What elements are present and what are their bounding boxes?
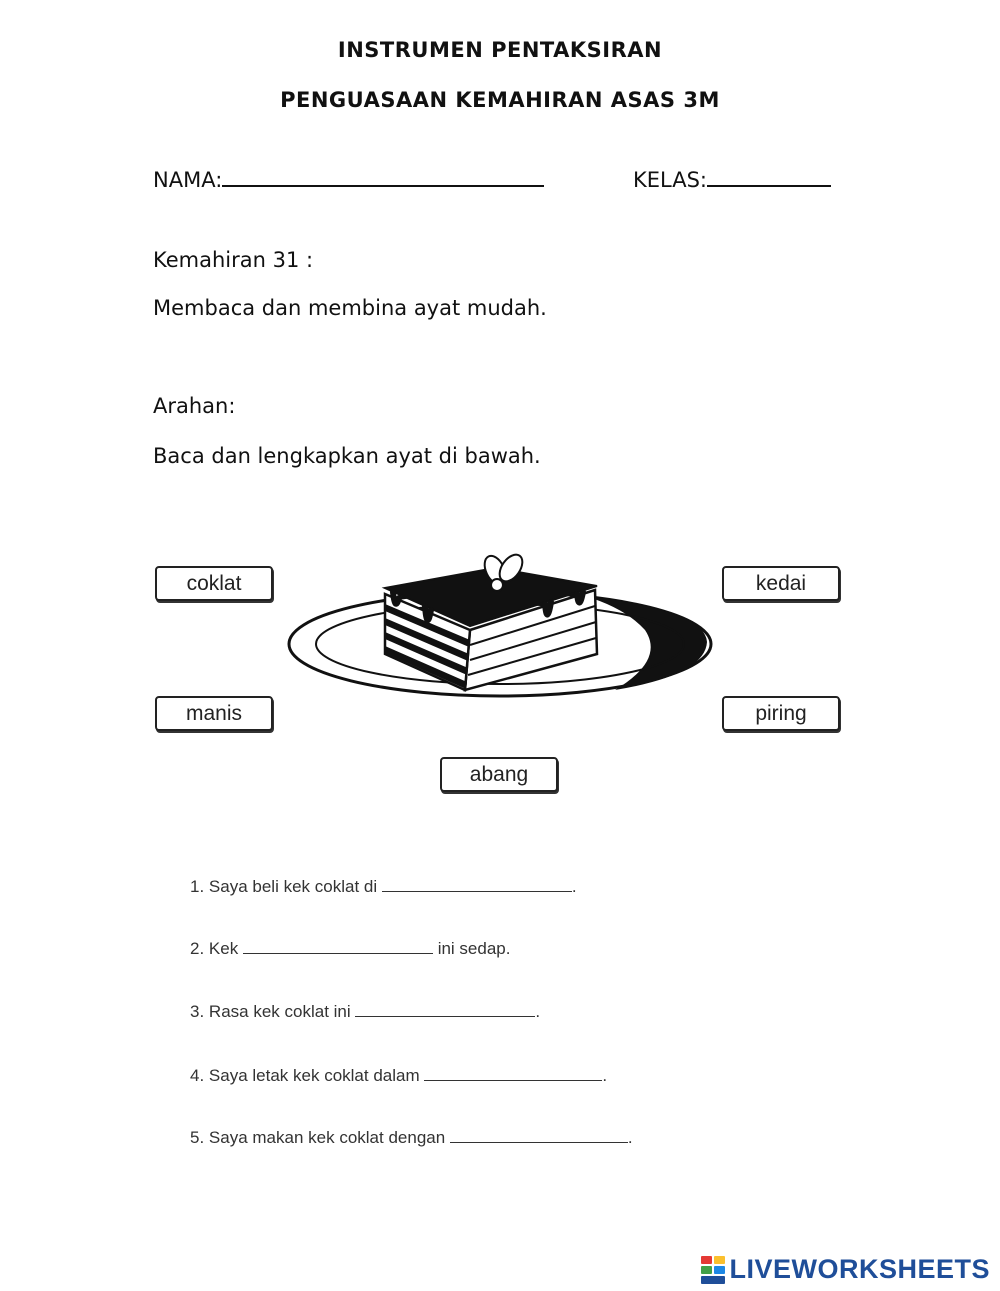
worksheet-subtitle: PENGUASAAN KEMAHIRAN ASAS 3M (280, 88, 720, 112)
answer-blank-5[interactable] (450, 1128, 628, 1143)
instruction-text: Baca dan lengkapkan ayat di bawah. (153, 444, 541, 468)
word-card-manis[interactable]: manis (155, 696, 273, 731)
liveworksheets-logo[interactable] (701, 1254, 990, 1285)
answer-blank-1[interactable] (382, 877, 572, 892)
word-card-kedai[interactable]: kedai (722, 566, 840, 601)
answer-blank-3[interactable] (355, 1002, 535, 1017)
logo-text: LIVEWORKSHEETS (729, 1254, 990, 1284)
worksheet-title: INSTRUMEN PENTAKSIRAN (337, 38, 663, 62)
liveworksheets-logo-icon (701, 1256, 725, 1284)
word-card-abang[interactable]: abang (440, 757, 558, 792)
word-card-piring[interactable]: piring (722, 696, 840, 731)
skill-label: Kemahiran 31 : (153, 248, 314, 272)
skill-description: Membaca dan membina ayat mudah. (153, 296, 547, 320)
answer-blank-4[interactable] (424, 1066, 602, 1081)
question-1: 1. Saya beli kek coklat di . (190, 877, 577, 896)
question-4: 4. Saya letak kek coklat dalam . (190, 1066, 608, 1085)
class-label: KELAS: (633, 168, 707, 192)
name-label: NAMA: (153, 168, 223, 192)
class-field[interactable] (633, 168, 831, 192)
answer-blank-2[interactable] (243, 939, 433, 954)
name-line (222, 185, 544, 187)
class-line (707, 185, 831, 187)
question-5: 5. Saya makan kek coklat dengan . (190, 1128, 633, 1147)
name-field[interactable] (153, 168, 544, 192)
question-2: 2. Kek ini sedap. (190, 939, 511, 958)
question-3: 3. Rasa kek coklat ini . (190, 1002, 541, 1021)
chocolate-cake-illustration (285, 550, 715, 700)
instruction-label: Arahan: (153, 394, 236, 418)
word-card-coklat[interactable]: coklat (155, 566, 273, 601)
